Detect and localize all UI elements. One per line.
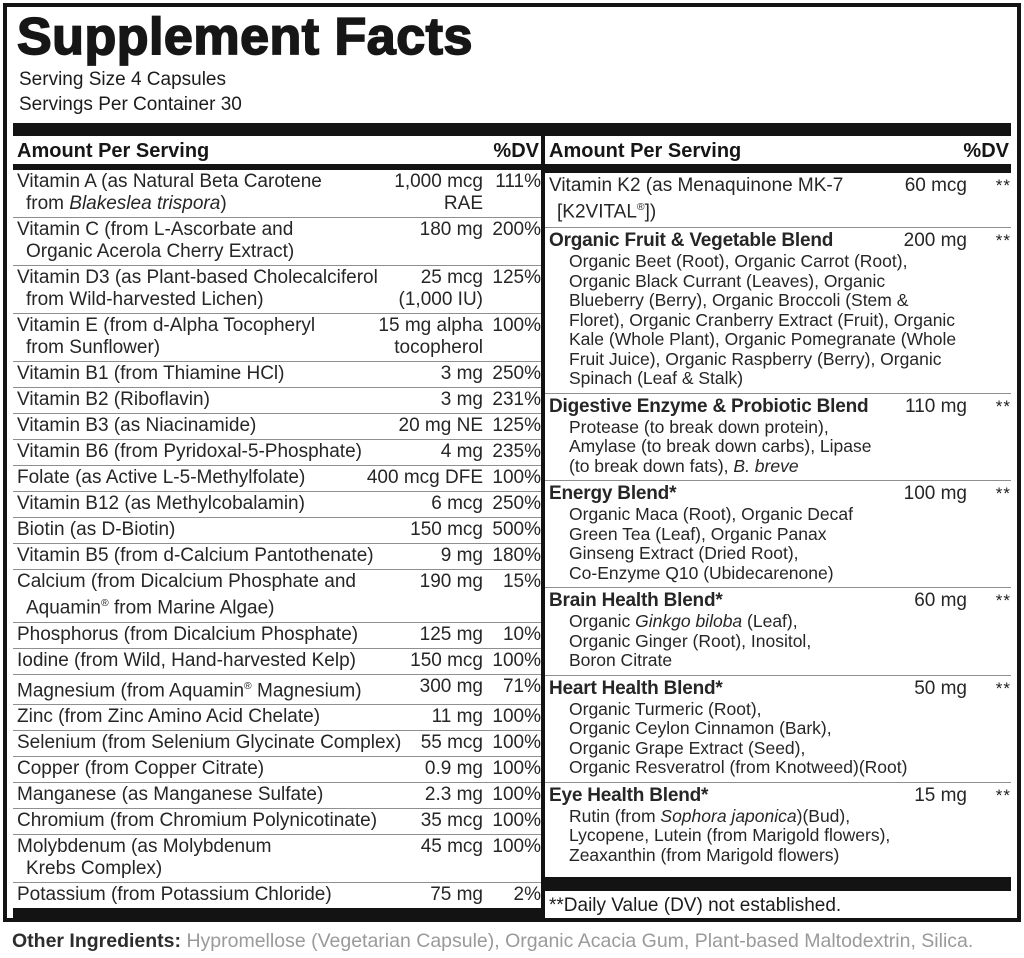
nutrient-name bbox=[17, 836, 421, 880]
blend-ingredients-line: (to break down fats), B. breve bbox=[569, 455, 799, 476]
blend-dv: ** bbox=[995, 176, 1011, 195]
blend-dv: ** bbox=[995, 231, 1011, 251]
nutrient-name-line: Phosphorus (from Dicalcium Phosphate) bbox=[17, 623, 359, 645]
nutrient-row bbox=[13, 361, 541, 387]
nutrient-dv: 15% bbox=[502, 571, 541, 593]
nutrient-name-line: Iodine (from Wild, Hand-harvested Kelp) bbox=[17, 649, 356, 671]
nutrient-name bbox=[17, 706, 432, 728]
blend-ingredients-line: Ginseng Extract (Dried Root), bbox=[569, 543, 799, 564]
blend-name bbox=[549, 230, 904, 252]
nutrient-name-line: Biotin (as D-Biotin) bbox=[17, 519, 176, 541]
nutrient-row bbox=[13, 834, 541, 882]
nutrient-row bbox=[13, 517, 541, 543]
blend-row bbox=[545, 675, 1011, 782]
nutrient-name-line: Copper (from Copper Citrate) bbox=[17, 758, 265, 780]
blend-name bbox=[549, 590, 914, 612]
nutrient-row bbox=[13, 730, 541, 756]
nutrient-name-line: Vitamin B2 (Riboflavin) bbox=[17, 389, 210, 411]
nutrient-name-line: Vitamin E (from d-Alpha Tocopheryl bbox=[17, 315, 316, 337]
nutrient-amount-line: 6 mcg bbox=[431, 493, 483, 515]
nutrient-name-line: Vitamin D3 (as Plant-based Cholecalciferol bbox=[17, 267, 378, 289]
blend-name bbox=[549, 175, 905, 223]
blend-dv: ** bbox=[995, 785, 1011, 805]
nutrient-dv: 100% bbox=[492, 732, 541, 754]
nutrient-amount bbox=[421, 810, 483, 832]
nutrient-amount bbox=[394, 171, 483, 215]
nutrient-amount bbox=[367, 467, 483, 489]
nutrient-name bbox=[17, 519, 410, 541]
nutrient-amount-line: 55 mcg bbox=[420, 732, 483, 754]
nutrient-name bbox=[17, 267, 399, 311]
blend-name-line: Organic Fruit & Vegetable Blend bbox=[549, 230, 834, 252]
blend-header bbox=[549, 230, 1011, 252]
blend-row bbox=[545, 173, 1011, 227]
blend-ingredients-line: Lycopene, Lutein (from Marigold flowers), bbox=[569, 825, 891, 846]
nutrient-row bbox=[13, 170, 541, 217]
nutrient-name-line: Zinc (from Zinc Amino Acid Chelate) bbox=[17, 706, 321, 728]
nutrient-amount bbox=[441, 441, 483, 463]
nutrient-name-line: Vitamin B1 (from Thiamine HCl) bbox=[17, 363, 285, 385]
thick-divider-bar bbox=[13, 123, 1011, 136]
nutrient-dv: 71% bbox=[502, 675, 541, 697]
nutrient-amount bbox=[420, 571, 483, 593]
nutrient-name-line: Vitamin A (as Natural Beta Carotene bbox=[17, 171, 322, 193]
nutrient-amount bbox=[420, 676, 483, 698]
nutrient-amount-line: (1,000 IU) bbox=[398, 289, 483, 311]
nutrient-dv: 125% bbox=[492, 267, 541, 289]
nutrient-dv: 235% bbox=[492, 441, 541, 463]
blend-ingredients-line: Organic Grape Extract (Seed), bbox=[569, 737, 806, 758]
nutrient-row bbox=[13, 704, 541, 730]
nutrient-row bbox=[13, 543, 541, 569]
nutrient-name-line: Folate (as Active L-5-Methylfolate) bbox=[17, 467, 306, 489]
nutrient-amount bbox=[399, 415, 483, 437]
blend-ingredients-line: Rutin (from Sophora japonica)(Bud), bbox=[569, 805, 851, 826]
blend-dv: ** bbox=[995, 678, 1011, 698]
nutrient-amount-line: 0.9 mg bbox=[424, 758, 483, 780]
blend-ingredients-line: Organic Beet (Root), Organic Carrot (Root), bbox=[569, 251, 908, 272]
nutrient-name-line: Organic Acerola Cherry Extract) bbox=[26, 241, 295, 263]
registered-mark: ® bbox=[244, 680, 252, 692]
nutrient-name bbox=[17, 758, 425, 780]
blend-dv: ** bbox=[995, 591, 1011, 611]
nutrient-amount-line: 11 mg bbox=[431, 706, 483, 728]
nutrient-amount bbox=[420, 219, 483, 241]
nutrient-amount-line: 150 mcg bbox=[410, 649, 483, 671]
nutrient-name-line: Vitamin B3 (as Niacinamide) bbox=[17, 415, 257, 437]
blend-header bbox=[549, 590, 1011, 612]
blend-amount: 100 mg bbox=[903, 483, 967, 505]
nutrient-name bbox=[17, 219, 420, 263]
nutrient-amount bbox=[441, 389, 483, 411]
percent-dv-label: %DV bbox=[493, 140, 539, 162]
nutrient-dv: 250% bbox=[492, 363, 541, 385]
nutrient-name-line: Calcium (from Dicalcium Phosphate and bbox=[17, 571, 356, 593]
nutrient-dv: 500% bbox=[492, 519, 541, 541]
nutrient-dv: 100% bbox=[492, 810, 541, 832]
nutrient-name bbox=[17, 441, 441, 463]
nutrient-dv: 100% bbox=[492, 315, 541, 337]
left-column bbox=[13, 136, 541, 918]
nutrient-amount bbox=[410, 519, 483, 541]
facts-columns bbox=[13, 136, 1011, 918]
blend-name-line: Heart Health Blend* bbox=[549, 677, 723, 699]
nutrient-amount-line: 45 mcg bbox=[420, 836, 483, 858]
blend-header bbox=[549, 483, 1011, 505]
other-ingredients-label: Other Ingredients: bbox=[12, 930, 182, 952]
blend-ingredients-line: Amylase (to break down carbs), Lipase bbox=[569, 436, 872, 457]
left-column-header bbox=[13, 136, 541, 164]
blend-name bbox=[549, 483, 904, 505]
nutrient-row bbox=[13, 439, 541, 465]
nutrient-name-line: Selenium (from Selenium Glycinate Complex) bbox=[17, 732, 402, 754]
left-bottom-bar bbox=[13, 908, 541, 918]
blend-name-line: Vitamin K2 (as Menaquinone MK-7 bbox=[549, 175, 844, 196]
blend-row bbox=[545, 227, 1011, 393]
nutrient-name bbox=[17, 784, 425, 806]
nutrient-row bbox=[13, 756, 541, 782]
nutrient-row bbox=[13, 465, 541, 491]
nutrient-amount-line: 15 mg alpha bbox=[378, 315, 483, 337]
nutrient-amount bbox=[410, 650, 483, 672]
nutrient-name bbox=[17, 624, 420, 646]
blend-ingredients-line: Organic Ginkgo biloba (Leaf), bbox=[569, 611, 798, 632]
nutrient-name bbox=[17, 389, 441, 411]
nutrient-amount-line: 25 mcg bbox=[420, 267, 483, 289]
nutrient-dv: 100% bbox=[492, 784, 541, 806]
nutrient-amount bbox=[378, 315, 483, 359]
blend-rows bbox=[545, 173, 1011, 869]
nutrient-amount bbox=[425, 784, 483, 806]
nutrient-name-line: Potassium (from Potassium Chloride) bbox=[17, 884, 332, 906]
nutrient-row bbox=[13, 808, 541, 834]
nutrient-amount-line: 4 mg bbox=[440, 441, 483, 463]
blend-dv: ** bbox=[995, 484, 1011, 504]
blend-ingredients-line: Protease (to break down protein), bbox=[569, 416, 829, 437]
nutrient-amount-line: 190 mg bbox=[419, 571, 483, 593]
nutrient-name-line: Aquamin® from Marine Algae) bbox=[26, 597, 275, 619]
blend-amount: 50 mg bbox=[914, 677, 967, 699]
right-column-header bbox=[545, 136, 1011, 164]
nutrient-dv: 250% bbox=[492, 493, 541, 515]
nutrient-name bbox=[17, 415, 399, 437]
blend-amount: 200 mg bbox=[903, 230, 967, 252]
blend-ingredients-line: Zeaxanthin (from Marigold flowers) bbox=[569, 844, 840, 865]
blend-header bbox=[549, 396, 1011, 418]
blend-ingredients-line: Organic Maca (Root), Organic Decaf bbox=[569, 504, 853, 525]
blend-dv: ** bbox=[995, 396, 1011, 416]
nutrient-amount-line: 125 mg bbox=[419, 623, 483, 645]
amount-per-serving-label: Amount Per Serving bbox=[549, 140, 742, 162]
nutrient-name-line: Vitamin B12 (as Methylcobalamin) bbox=[17, 493, 305, 515]
blend-ingredients-line: Organic Resveratrol (from Knotweed)(Root) bbox=[569, 757, 908, 778]
blend-ingredients-line: Spinach (Leaf & Stalk) bbox=[569, 368, 744, 389]
nutrient-row bbox=[13, 387, 541, 413]
nutrient-name-line: from Wild-harvested Lichen) bbox=[26, 289, 264, 311]
other-ingredients-text: Hypromellose (Vegetarian Capsule), Organic Acacia Gum, Plant-based Maltodextrin, Silica. bbox=[181, 930, 974, 952]
nutrient-name bbox=[17, 810, 421, 832]
blend-row bbox=[545, 393, 1011, 481]
blend-amount: 110 mg bbox=[905, 395, 967, 417]
registered-mark: ® bbox=[636, 202, 645, 213]
nutrient-name-line: Magnesium (from Aquamin® Magnesium) bbox=[17, 680, 362, 702]
nutrient-amount-line: 2.3 mg bbox=[424, 784, 483, 806]
blend-ingredients-line: Organic Turmeric (Root), bbox=[569, 698, 762, 719]
nutrient-row bbox=[13, 882, 541, 908]
nutrient-amount-line: 35 mcg bbox=[420, 810, 483, 832]
nutrient-name bbox=[17, 363, 441, 385]
serving-size: Serving Size 4 Capsules bbox=[19, 69, 226, 90]
amount-per-serving-label: Amount Per Serving bbox=[17, 140, 210, 162]
nutrient-amount-line: 150 mcg bbox=[410, 519, 483, 541]
blend-name-line: Digestive Enzyme & Probiotic Blend bbox=[549, 395, 869, 417]
nutrient-rows bbox=[13, 170, 541, 908]
blend-name bbox=[549, 678, 914, 700]
blend-name bbox=[549, 785, 914, 807]
blend-ingredients-line: Organic Black Currant (Leaves), Organic bbox=[569, 270, 886, 291]
nutrient-name bbox=[17, 493, 431, 515]
blend-ingredients-line: Organic Ginger (Root), Inositol, bbox=[569, 630, 812, 651]
blend-row bbox=[545, 480, 1011, 587]
nutrient-name bbox=[17, 545, 441, 567]
blend-amount: 60 mg bbox=[914, 590, 967, 612]
nutrient-row bbox=[13, 265, 541, 313]
blend-ingredients-line: Blueberry (Berry), Organic Broccoli (Stem & bbox=[569, 290, 909, 311]
nutrient-amount-line: 3 mg bbox=[440, 389, 483, 411]
blend-name-line: Brain Health Blend* bbox=[549, 590, 723, 612]
nutrient-row bbox=[13, 313, 541, 361]
nutrient-row bbox=[13, 674, 541, 704]
right-bottom-bar bbox=[545, 877, 1011, 891]
nutrient-dv: 10% bbox=[502, 623, 541, 645]
blend-name-line: Energy Blend* bbox=[549, 483, 677, 505]
nutrient-name bbox=[17, 571, 420, 619]
other-ingredients bbox=[0, 929, 1024, 953]
nutrient-row bbox=[13, 648, 541, 674]
registered-mark: ® bbox=[101, 598, 109, 610]
spacer bbox=[545, 869, 1011, 877]
nutrient-amount bbox=[425, 758, 483, 780]
nutrient-name-line: Molybdenum (as Molybdenum bbox=[17, 836, 272, 858]
nutrient-name-line: Krebs Complex) bbox=[26, 858, 163, 880]
nutrient-amount bbox=[441, 363, 483, 385]
nutrient-name-line: Vitamin B5 (from d-Calcium Pantothenate) bbox=[17, 545, 374, 567]
header-bar bbox=[545, 164, 1011, 173]
supplement-facts-panel bbox=[3, 3, 1021, 922]
nutrient-amount bbox=[432, 706, 483, 728]
nutrient-name bbox=[17, 467, 367, 489]
nutrient-dv: 125% bbox=[492, 415, 541, 437]
nutrient-amount bbox=[421, 732, 483, 754]
blend-name-line: Eye Health Blend* bbox=[549, 784, 709, 806]
blend-header bbox=[549, 175, 1011, 223]
nutrient-row bbox=[13, 491, 541, 517]
nutrient-dv: 231% bbox=[492, 389, 541, 411]
blend-ingredients-line: Kale (Whole Plant), Organic Pomegranate (Whole bbox=[569, 329, 957, 350]
servings-per-container: Servings Per Container 30 bbox=[19, 94, 242, 115]
nutrient-dv: 100% bbox=[492, 758, 541, 780]
nutrient-dv: 180% bbox=[492, 545, 541, 567]
nutrient-amount bbox=[441, 545, 483, 567]
blend-row bbox=[545, 587, 1011, 675]
nutrient-row bbox=[13, 782, 541, 808]
nutrient-name-line: Chromium (from Chromium Polynicotinate) bbox=[17, 810, 378, 832]
blend-ingredients-line: Organic Ceylon Cinnamon (Bark), bbox=[569, 718, 832, 739]
nutrient-amount-line: 9 mg bbox=[440, 545, 483, 567]
nutrient-name-line: Vitamin C (from L-Ascorbate and bbox=[17, 219, 294, 241]
nutrient-amount bbox=[399, 267, 483, 311]
blend-ingredients-line: Green Tea (Leaf), Organic Panax bbox=[569, 523, 827, 544]
nutrient-row bbox=[13, 217, 541, 265]
nutrient-name-line: from Blakeslea trispora) bbox=[26, 193, 227, 215]
nutrient-dv: 100% bbox=[492, 649, 541, 671]
blend-amount: 15 mg bbox=[914, 784, 967, 806]
nutrient-amount-line: RAE bbox=[443, 193, 483, 215]
nutrient-amount-line: 300 mg bbox=[419, 675, 483, 697]
nutrient-dv: 100% bbox=[492, 836, 541, 858]
nutrient-amount-line: 3 mg bbox=[440, 363, 483, 385]
nutrient-name bbox=[17, 732, 421, 754]
panel-title: Supplement Facts bbox=[17, 8, 473, 66]
nutrient-dv: 111% bbox=[495, 171, 541, 193]
nutrient-amount-line: tocopherol bbox=[394, 337, 483, 359]
nutrient-amount-line: 1,000 mcg bbox=[394, 171, 483, 193]
blend-ingredients-line: Boron Citrate bbox=[569, 650, 673, 671]
blend-ingredients-line: Fruit Juice), Organic Raspberry (Berry), Organic bbox=[569, 348, 942, 369]
nutrient-dv: 2% bbox=[513, 884, 541, 906]
percent-dv-label: %DV bbox=[963, 140, 1009, 162]
dv-footnote: **Daily Value (DV) not established. bbox=[549, 895, 842, 916]
nutrient-name-line: Manganese (as Manganese Sulfate) bbox=[17, 784, 324, 806]
nutrient-name-line: Vitamin B6 (from Pyridoxal-5-Phosphate) bbox=[17, 441, 362, 463]
nutrient-amount bbox=[420, 624, 483, 646]
nutrient-dv: 100% bbox=[492, 467, 541, 489]
nutrient-row bbox=[13, 622, 541, 648]
nutrient-name bbox=[17, 676, 420, 702]
blend-header bbox=[549, 678, 1011, 700]
nutrient-row bbox=[13, 569, 541, 621]
nutrient-name bbox=[17, 315, 378, 359]
nutrient-name-line: from Sunflower) bbox=[26, 337, 161, 359]
nutrient-name bbox=[17, 650, 410, 672]
nutrient-amount-line: 180 mg bbox=[419, 219, 483, 241]
blend-ingredients-line: Co-Enzyme Q10 (Ubidecarenone) bbox=[569, 562, 834, 583]
nutrient-row bbox=[13, 413, 541, 439]
nutrient-dv: 200% bbox=[492, 219, 541, 241]
blend-header bbox=[549, 785, 1011, 807]
nutrient-amount bbox=[421, 836, 483, 858]
blend-name bbox=[549, 396, 905, 418]
blend-name-line: [K2VITAL®]) bbox=[557, 201, 657, 223]
nutrient-amount-line: 400 mcg DFE bbox=[366, 467, 483, 489]
blend-row bbox=[545, 782, 1011, 870]
nutrient-amount-line: 75 mg bbox=[430, 884, 483, 906]
nutrient-name bbox=[17, 171, 394, 215]
nutrient-amount bbox=[431, 493, 483, 515]
nutrient-amount bbox=[430, 884, 483, 906]
right-column bbox=[545, 136, 1011, 918]
blend-ingredients-line: Floret), Organic Cranberry Extract (Fruit), Organic bbox=[569, 309, 956, 330]
nutrient-amount-line: 20 mg NE bbox=[398, 415, 483, 437]
blend-amount: 60 mcg bbox=[904, 175, 967, 196]
nutrient-name bbox=[17, 884, 430, 906]
nutrient-dv: 100% bbox=[492, 706, 541, 728]
